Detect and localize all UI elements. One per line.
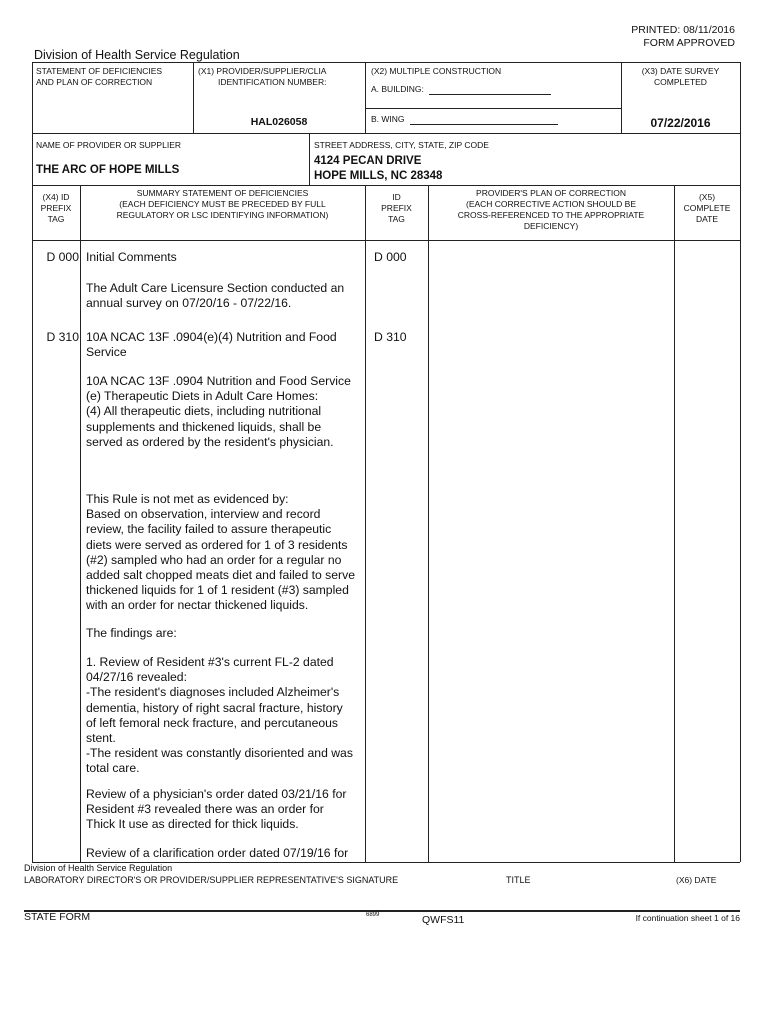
- title-label: TITLE: [506, 875, 531, 885]
- statement-label-1: STATEMENT OF DEFICIENCIES: [36, 66, 163, 76]
- wing-blank: [410, 124, 558, 125]
- building-blank: [429, 94, 551, 95]
- rule-columns: [32, 185, 740, 186]
- statement-label-2: AND PLAN OF CORRECTION: [36, 77, 153, 87]
- rule-citation-heading: 10A NCAC 13F .0904(e)(4) Nutrition and Food Service: [86, 330, 337, 360]
- footer-agency: Division of Health Service Regulation: [24, 863, 173, 873]
- id-header-3: TAG: [388, 214, 405, 224]
- plan-header-1: PROVIDER'S PLAN OF CORRECTION: [476, 188, 626, 198]
- x6-date-label: (X6) DATE: [676, 875, 717, 885]
- id-header-1: ID: [392, 192, 401, 202]
- x2-wing-label: B. WING: [371, 114, 405, 124]
- address-label: STREET ADDRESS, CITY, STATE, ZIP CODE: [314, 140, 489, 150]
- continuation-sheet: If continuation sheet 1 of 16: [635, 913, 740, 923]
- x4-header-1: (X4) ID: [42, 192, 70, 202]
- rule-body: [32, 240, 740, 241]
- footer-rule: [24, 910, 740, 912]
- state-form-label: STATE FORM: [24, 911, 91, 923]
- rule-right: [740, 62, 741, 862]
- address-line-1: 4124 PECAN DRIVE: [314, 155, 422, 167]
- fl2-review-paragraph: 1. Review of Resident #3's current FL-2 dated 04/27/16 revealed: -The resident's diagnoses included Alzheimer's dementia, history of right sacral fracture, history of left femoral neck fracture, and percutaneous stent. -The resident was constantly disoriented and was total care.: [86, 655, 353, 776]
- clarification-order-paragraph: Review of a clarification order dated 07/19/16 for: [86, 846, 349, 860]
- rule-left: [32, 62, 33, 862]
- signature-label: LABORATORY DIRECTOR'S OR PROVIDER/SUPPLIER REPRESENTATIVE'S SIGNATURE: [24, 875, 399, 885]
- x4-header: [32, 192, 80, 225]
- not-met-paragraph: This Rule is not met as evidenced by: Based on observation, interview and record review, the facility failed to assure therapeutic diets were served as ordered for 1 of 3 residents (#2) sampled who had an order for a regular no added salt chopped meats diet and failed to serve thickened liquids for 1 of 1 resident (#3) sampled with an order for nectar thickened liquids.: [86, 492, 355, 613]
- plan-header-3: CROSS-REFERENCED TO THE APPROPRIATE: [457, 210, 645, 220]
- printed-date: PRINTED: 08/11/2016: [631, 24, 735, 36]
- findings-heading: The findings are:: [86, 626, 177, 640]
- x1-label-1: (X1) PROVIDER/SUPPLIER/CLIA: [198, 66, 327, 76]
- rule-col-plan: [674, 185, 675, 862]
- id-header-2: PREFIX: [381, 203, 412, 213]
- physician-order-paragraph: Review of a physician's order dated 03/21/16 for Resident #3 revealed there was an order for Thick It use as directed for thick liquids.: [86, 787, 347, 832]
- summary-header-1: SUMMARY STATEMENT OF DEFICIENCIES: [136, 188, 309, 198]
- event-id: QWFS11: [422, 914, 465, 926]
- x2-building-label: A. BUILDING:: [371, 84, 424, 94]
- plan-header: [428, 188, 674, 232]
- x3-label-2: COMPLETED: [654, 77, 707, 87]
- id-header: [365, 192, 428, 225]
- rule-col-summary: [365, 185, 366, 862]
- rule-col-id: [428, 185, 429, 862]
- form-approved: FORM APPROVED: [643, 37, 735, 49]
- address-line-2: HOPE MILLS, NC 28348: [314, 170, 443, 182]
- plan-header-2: (EACH CORRECTIVE ACTION SHOULD BE: [465, 199, 637, 209]
- x5-header-1: (X5): [698, 192, 716, 202]
- provider-name-label: NAME OF PROVIDER OR SUPPLIER: [36, 140, 181, 150]
- plan-header-4: DEFICIENCY): [523, 221, 579, 231]
- tag-d000-left: D 000: [46, 250, 79, 264]
- rule-text-paragraph: 10A NCAC 13F .0904 Nutrition and Food Service (e) Therapeutic Diets in Adult Care Homes: (4) All therapeutic diets, including nutritional supplements and thickened liquids, shall be served as ordered by the resident's physician.: [86, 374, 351, 449]
- x2-building-line: [371, 84, 551, 95]
- tag-d310-left: D 310: [46, 330, 79, 344]
- rule-x2: [365, 62, 366, 133]
- x1-provider-id: HAL026058: [250, 116, 308, 128]
- rule-col-x4: [80, 185, 81, 862]
- rule-top: [32, 62, 740, 63]
- x5-header-3: DATE: [695, 214, 719, 224]
- form-number: 6899: [366, 912, 380, 918]
- provider-name: THE ARC OF HOPE MILLS: [36, 164, 180, 176]
- x5-header: [674, 192, 740, 225]
- x5-header-2: COMPLETE: [683, 203, 731, 213]
- x4-header-3: TAG: [47, 214, 65, 224]
- summary-header-3: REGULATORY OR LSC IDENTIFYING INFORMATION): [116, 210, 329, 220]
- initial-comments-heading: Initial Comments: [86, 250, 177, 264]
- tag-d310-right: D 310: [374, 330, 407, 344]
- summary-header: [80, 188, 365, 221]
- x3-label-1: (X3) DATE SURVEY: [641, 66, 720, 76]
- rule-wing: [365, 108, 621, 109]
- x4-header-2: PREFIX: [40, 203, 72, 213]
- summary-header-2: (EACH DEFICIENCY MUST BE PRECEDED BY FULL: [119, 199, 326, 209]
- x2-label: (X2) MULTIPLE CONSTRUCTION: [371, 66, 502, 76]
- x1-label-2: IDENTIFICATION NUMBER:: [218, 77, 327, 87]
- x3-survey-date: 07/22/2016: [650, 116, 711, 130]
- rule-address: [309, 133, 310, 185]
- tag-d000-right: D 000: [374, 250, 407, 264]
- agency-heading: Division of Health Service Regulation: [34, 48, 240, 62]
- survey-intro-paragraph: The Adult Care Licensure Section conducted an annual survey on 07/20/16 - 07/22/16.: [86, 281, 345, 311]
- rule-provider: [32, 133, 740, 134]
- x2-wing-line: [371, 114, 558, 125]
